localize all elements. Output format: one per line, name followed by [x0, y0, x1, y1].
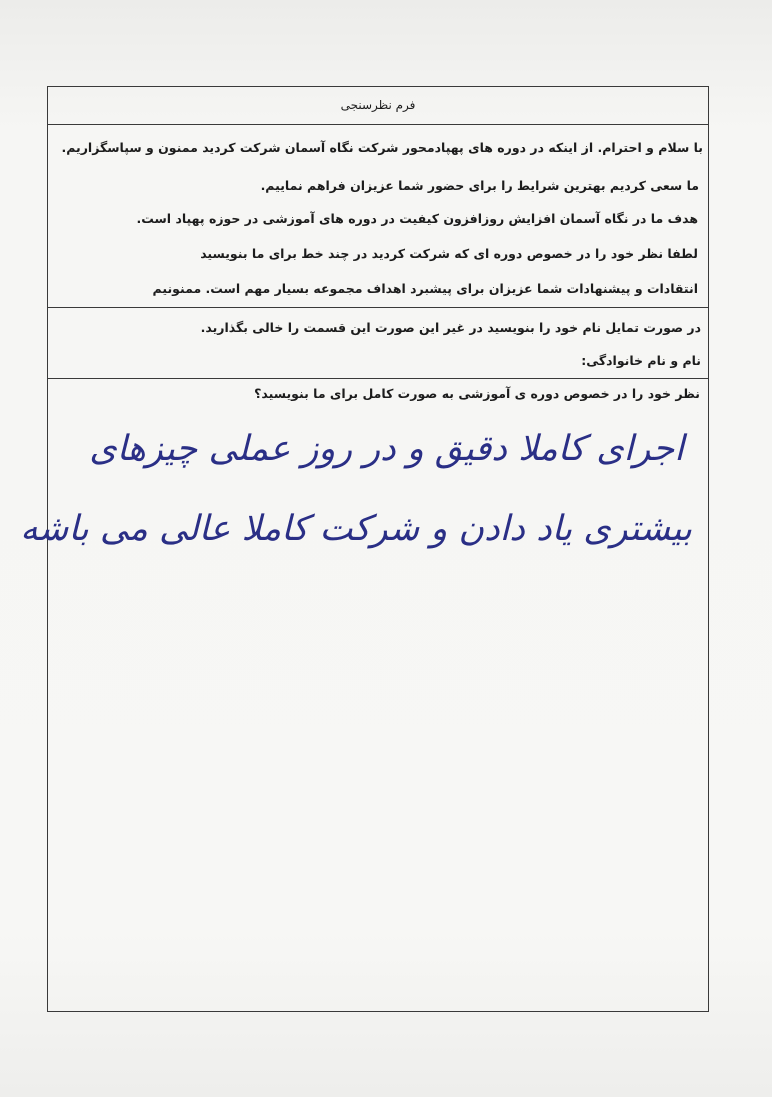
name-section: [48, 308, 708, 379]
intro-line-3: هدف ما در نگاه آسمان افزایش روزافزون کیفیت در دوره های آموزشی در حوزه پهپاد است.: [136, 211, 698, 226]
intro-section: [48, 125, 708, 308]
intro-line-5: انتقادات و پیشنهادات شما عزیزان برای پیشبرد اهداف مجموعه بسیار مهم است. ممنونیم: [152, 281, 698, 296]
handwritten-answer-line-1: اجرای کاملا دقیق و در روز عملی چیزهای: [89, 429, 684, 469]
intro-line-2: ما سعی کردیم بهترین شرایط را برای حضور شما عزیزان فراهم نماییم.: [260, 178, 699, 193]
form-title-row: [48, 87, 708, 125]
survey-form: [20, 86, 709, 1012]
feedback-section: [20, 379, 708, 1011]
intro-line-4: لطفا نظر خود را در خصوص دوره ای که شرکت کردید در چند خط برای ما بنویسید: [200, 246, 698, 261]
intro-line-1: با سلام و احترام. از اینکه در دوره های پهپادمحور شرکت نگاه آسمان شرکت کردید ممنون و سپاسگزاریم.: [61, 140, 703, 155]
feedback-question: نظر خود را در خصوص دوره ی آموزشی به صورت کامل برای ما بنویسید؟: [254, 386, 700, 401]
form-title: فرم نظرسنجی: [340, 98, 416, 112]
name-label: نام و نام خانوادگی:: [581, 353, 701, 368]
name-instruction: در صورت تمایل نام خود را بنویسید در غیر این صورت این قسمت را خالی بگذارید.: [200, 320, 701, 335]
handwritten-answer-line-2: بیشتری یاد دادن و شرکت کاملا عالی می باشه: [20, 509, 692, 549]
